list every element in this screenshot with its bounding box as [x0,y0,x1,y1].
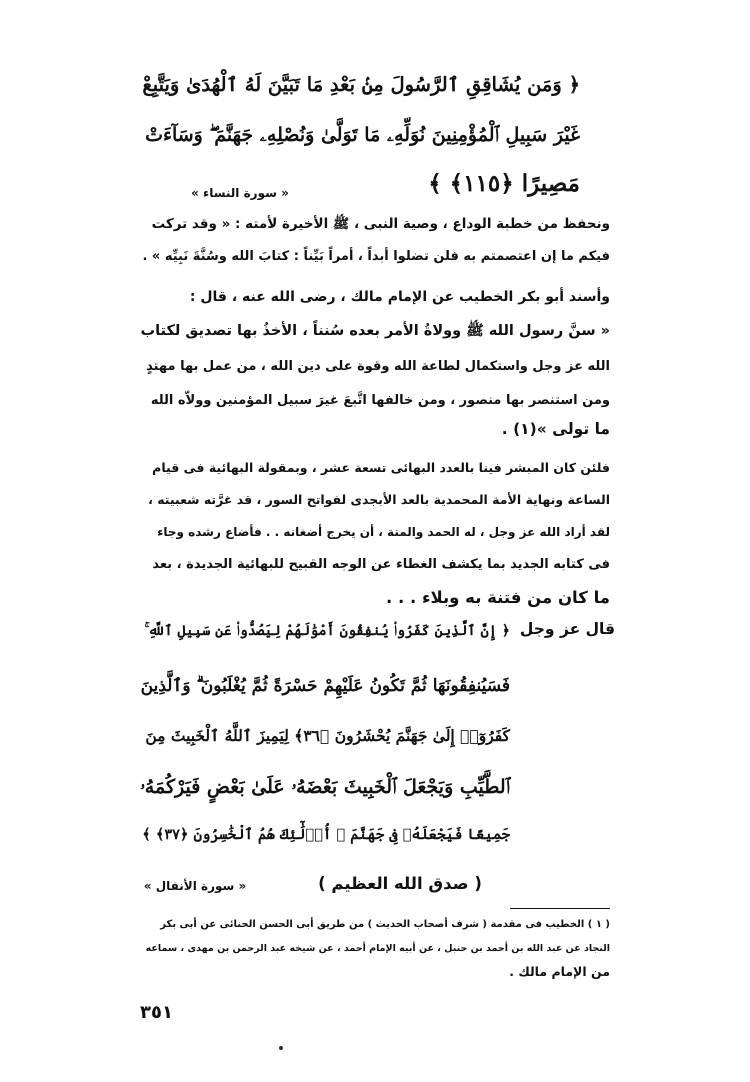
quote-line-1: « سنَّ رسول الله ﷺ وولاةُ الأمر بعده سُنناً ، الأخذُ بها تصديق لكتاب [140,323,610,339]
quote-line-2: الله عز وجل واستكمال لطاعة الله وقوة على دين الله ، من عمل بها مهتدٍ [146,359,610,374]
verse-2-line-4: ٱلطَّيِّبِ وَيَجْعَلَ ٱلْخَبِيثَ بَعْضَهُۥ عَلَىٰ بَعْضٍ فَيَرْكُمَهُۥ [140,776,510,798]
verse-2-line-2: فَسَيُنفِقُونَهَا ثُمَّ تَكُونُ عَلَيْهِمْ حَسْرَةً ثُمَّ يُغْلَبُونَ ۗ وَٱلَّذِينَ [140,676,510,696]
verse-2-intro: قال عز وجل [519,620,615,638]
paragraph-3-line-1: فلئن كان المبشر فينا بالعدد البهائى تسعة عشر ، وبمقولة البهائية فى قيام [152,460,610,475]
verse-1-line-2: غَيْرَ سَبِيلِ ٱلْمُؤْمِنِينَ نُوَلِّهِۦ مَا تَوَلَّىٰ وَنُصْلِهِۦ جَهَنَّمَ ۖ وَسَآءَتْ [145,124,580,146]
footnote-line-2: النجاد عن عبد الله بن أحمد بن حنبل ، عن أبيه الإمام أحمد ، عن شيخه عبد الرحمن بن مهدى ، سماعه [145,943,610,954]
footnote-line-3: من الإمام مالك . [509,964,610,979]
verse-2-line-1: ﴿ إِنَّ ٱلَّذِينَ كَفَرُوا۟ يُنفِقُونَ أَمْوَٰلَهُمْ لِيَصُدُّوا۟ عَن سَبِيلِ ٱللَّهِ ۚ [144,623,510,639]
paragraph-1-line-1: ونحفظ من خطبة الوداع ، وصية النبى ، ﷺ الأخيرة لأمته : « وقد تركت [151,216,610,232]
paragraph-3-line-5: ما كان من فتنة به وبلاء . . . [385,588,610,607]
verse-2-line-5: جَمِيعًا فَيَجْعَلَهُۥ فِى جَهَنَّمَ ۚ أُو۟لَٰٓئِكَ هُمُ ٱلْخَٰسِرُونَ ﴿٣٧﴾ ﴾ [142,826,510,843]
surah-reference-nisa: « سورة النساء » [191,186,289,200]
verse-1-line-3: مَصِيرًا ﴿١١٥﴾ ﴾ [428,170,580,197]
paragraph-3-line-4: فى كتابه الجديد بما يكشف الغطاء عن الوجه القبيح للبهائية الجديدة ، بعد [152,557,610,572]
quote-line-4: ما تولى »(١) . [501,420,610,438]
footnote-line-1: ( ١ ) الخطيب فى مقدمة ( شرف أصحاب الحديث ) من طريق أبى الحسن الحنائى عن أبى بكر [160,919,610,930]
paragraph-2-line-1: وأسند أبو بكر الخطيب عن الإمام مالك ، رضى الله عنه ، قال : [189,289,610,305]
paragraph-3-line-3: لقد أراد الله عز وجل ، له الحمد والمنة ، أن يخرج أضغانه . . فأضاع رشده وجاء [157,525,610,539]
paragraph-1-line-2: فيكم ما إن اعتصمتم به فلن تضلوا أبداً ، أمراً بَيِّناً : كتابَ الله وسُنَّةَ نَبِيِّه » . [142,249,610,264]
footnote-separator [510,908,610,909]
scan-speck [279,1046,283,1050]
verse-1-line-1: ﴿ وَمَن يُشَاقِقِ ٱلرَّسُولَ مِنۢ بَعْدِ مَا تَبَيَّنَ لَهُ ٱلْهُدَىٰ وَيَتَّبِعْ [142,73,580,96]
paragraph-3-line-2: الساعة ونهاية الأمة المحمدية بالعد الأبجدى لفواتح السور ، قد غرَّته شعبيته ، [148,492,610,507]
verse-2-line-3: كَفَرُوٓا۟ إِلَىٰ جَهَنَّمَ يُحْشَرُونَ ﴿٣٦﴾ لِيَمِيزَ ٱللَّهُ ٱلْخَبِيثَ مِنَ [145,726,510,745]
page-number: ٣٥١ [140,1002,173,1023]
closing-phrase: ( صدق الله العظيم ) [318,874,482,893]
surah-reference-anfal: « سورة الأنفال » [143,879,247,893]
quote-line-3: ومن استنصر بها منصور ، ومن خالفها اتَّبعَ غيرَ سبيل المؤمنين وولاّه الله [150,393,610,408]
